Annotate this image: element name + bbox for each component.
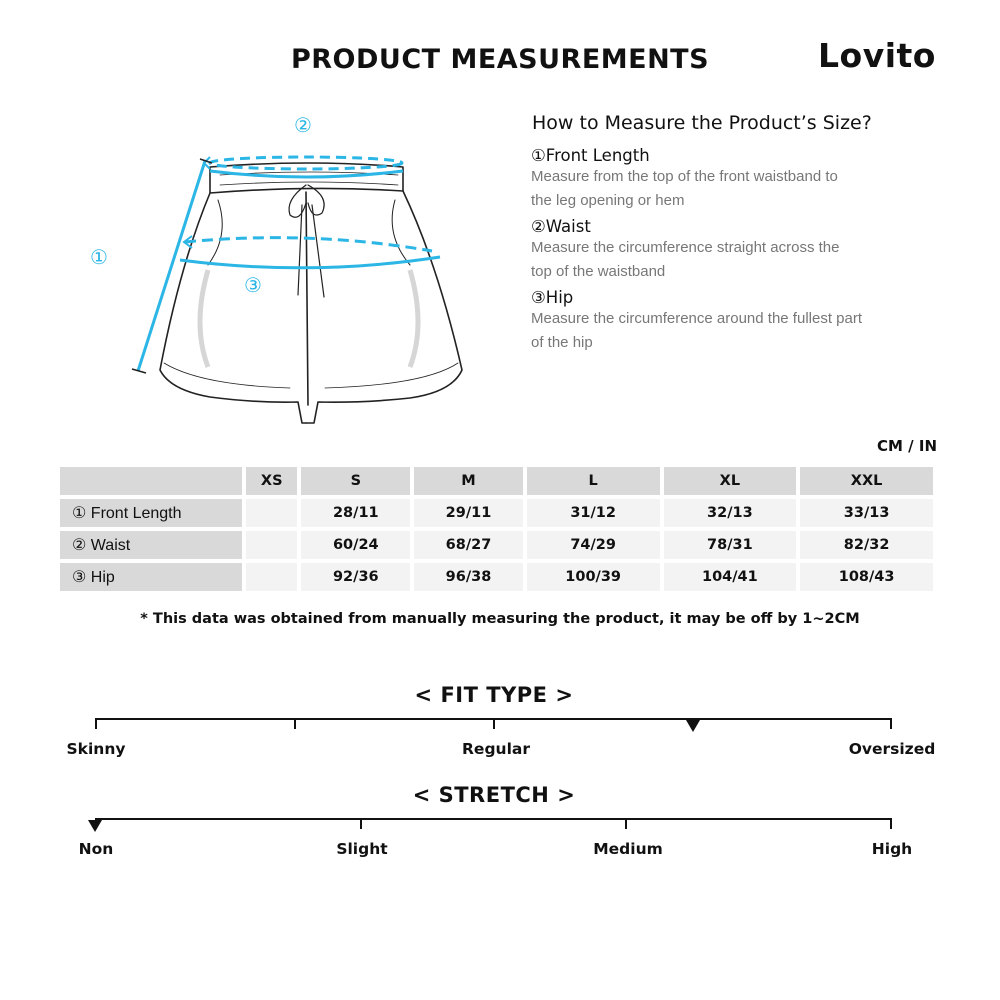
step-label: ①Front Length xyxy=(531,146,650,165)
fit-type-marker xyxy=(686,720,700,732)
scale-tick xyxy=(890,818,892,829)
table-cell: 28/11 xyxy=(301,499,410,527)
fit-label-oversized: Oversized xyxy=(848,740,936,758)
marker-hip: ③ xyxy=(244,273,262,297)
row-label: ① Front Length xyxy=(60,499,242,527)
table-cell xyxy=(246,531,297,559)
guide-step-front-length xyxy=(531,146,921,213)
table-cell: 108/43 xyxy=(800,563,933,591)
measurement-note: * This data was obtained from manually measuring the product, it may be off by 1~2CM xyxy=(140,611,860,627)
shorts-diagram xyxy=(80,105,480,435)
table-cell: 33/13 xyxy=(800,499,933,527)
row-label: ② Waist xyxy=(60,531,242,559)
table-cell: 29/11 xyxy=(414,499,523,527)
guide-step-waist xyxy=(531,217,921,284)
brand-logo: Lovito xyxy=(818,36,936,75)
table-row xyxy=(60,563,933,591)
scale-tick xyxy=(95,718,97,729)
table-cell xyxy=(246,563,297,591)
scale-tick xyxy=(625,818,627,829)
table-cell: 78/31 xyxy=(664,531,797,559)
step-desc-line: top of the waistband xyxy=(531,263,666,280)
table-corner-cell xyxy=(60,467,242,495)
size-header: XS xyxy=(246,467,297,495)
table-cell: 82/32 xyxy=(800,531,933,559)
table-cell: 32/13 xyxy=(664,499,797,527)
size-table xyxy=(56,463,937,595)
table-row xyxy=(60,531,933,559)
table-cell: 60/24 xyxy=(301,531,410,559)
table-cell: 31/12 xyxy=(527,499,660,527)
size-header: M xyxy=(414,467,523,495)
marker-front-length: ① xyxy=(90,245,108,269)
fit-label-regular: Regular xyxy=(462,740,530,758)
scale-tick xyxy=(294,718,296,729)
fit-label-skinny: Skinny xyxy=(66,740,126,758)
table-header-row xyxy=(60,467,933,495)
page-title: PRODUCT MEASUREMENTS xyxy=(290,44,710,75)
stretch-marker xyxy=(88,820,102,832)
step-desc-line: Measure the circumference around the fullest part xyxy=(531,310,863,327)
size-header: XL xyxy=(664,467,797,495)
scale-tick xyxy=(360,818,362,829)
table-cell: 96/38 xyxy=(414,563,523,591)
stretch-label-non: Non xyxy=(78,840,114,858)
step-desc-line: Measure the circumference straight across the xyxy=(531,239,840,256)
step-label: ②Waist xyxy=(531,217,591,236)
stretch-scale xyxy=(95,818,892,858)
stretch-label-slight: Slight xyxy=(336,840,388,858)
stretch-label-high: High xyxy=(871,840,913,858)
table-cell: 92/36 xyxy=(301,563,410,591)
row-label: ③ Hip xyxy=(60,563,242,591)
guide-title: How to Measure the Product’s Size? xyxy=(532,112,872,134)
table-cell: 104/41 xyxy=(664,563,797,591)
stretch-title: < STRETCH > xyxy=(412,783,576,807)
guide-step-hip xyxy=(531,288,921,355)
scale-line xyxy=(95,818,892,820)
table-cell: 68/27 xyxy=(414,531,523,559)
step-desc-line: of the hip xyxy=(531,334,593,351)
size-header: XXL xyxy=(800,467,933,495)
stretch-label-medium: Medium xyxy=(593,840,663,858)
table-cell: 100/39 xyxy=(527,563,660,591)
size-header: L xyxy=(527,467,660,495)
step-label: ③Hip xyxy=(531,288,574,307)
step-desc-line: Measure from the top of the front waistband to xyxy=(531,168,838,185)
shorts-illustration xyxy=(80,105,480,435)
scale-tick xyxy=(493,718,495,729)
units-label: CM / IN xyxy=(877,437,937,455)
step-desc-line: the leg opening or hem xyxy=(531,192,685,209)
table-cell: 74/29 xyxy=(527,531,660,559)
size-header: S xyxy=(301,467,410,495)
table-row xyxy=(60,499,933,527)
scale-tick xyxy=(890,718,892,729)
table-cell xyxy=(246,499,297,527)
fit-type-title: < FIT TYPE > xyxy=(414,683,574,707)
marker-waist: ② xyxy=(294,113,312,137)
